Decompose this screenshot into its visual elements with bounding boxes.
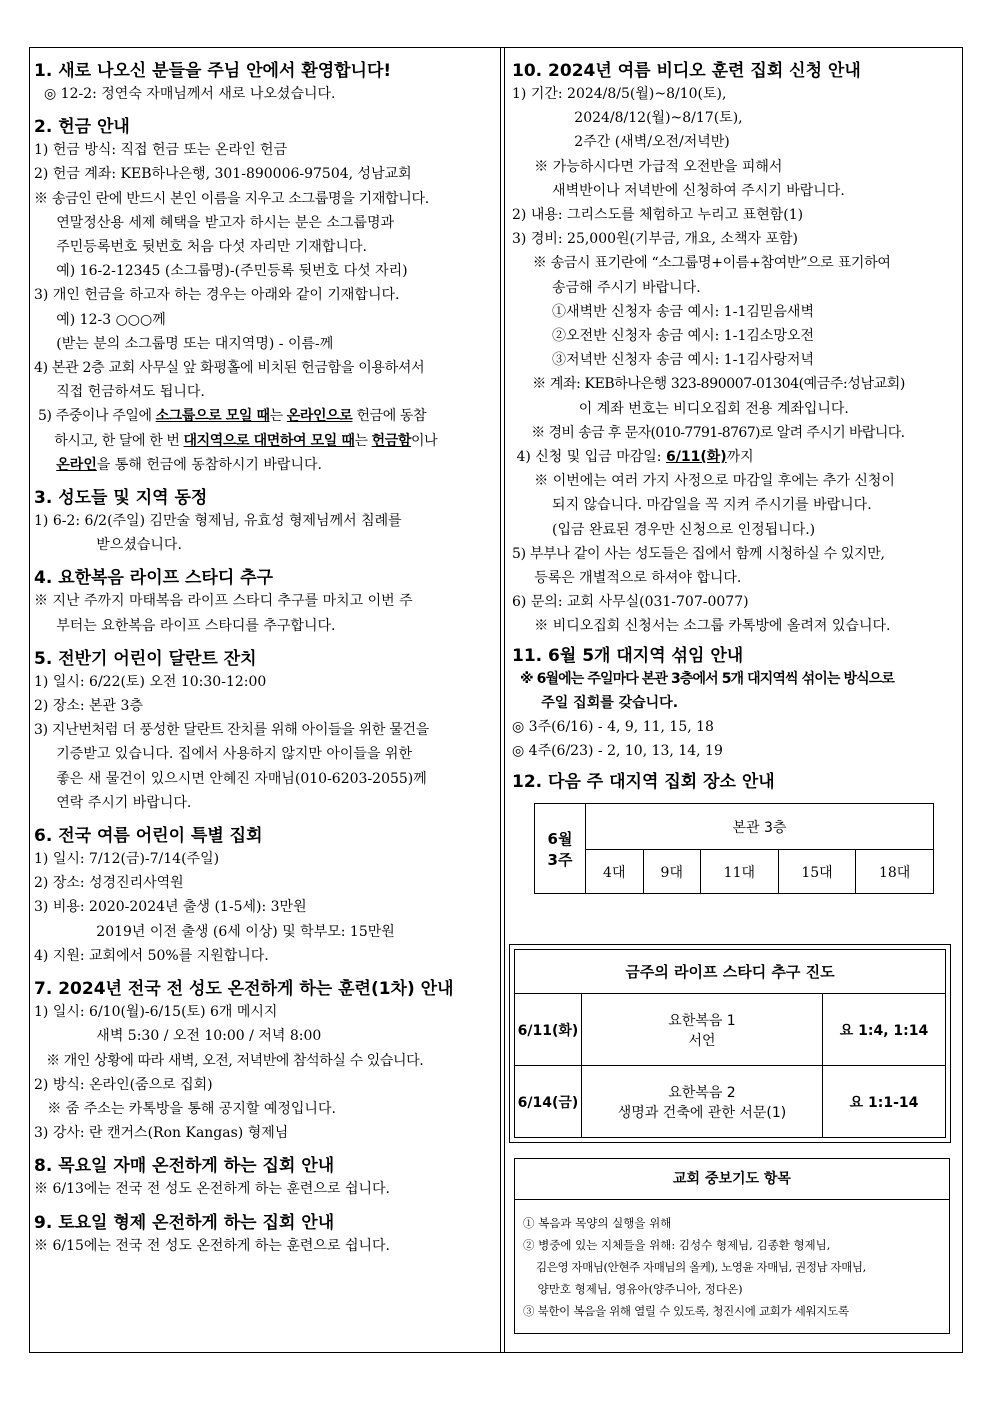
right-column [512, 56, 958, 894]
emphasis: 소그룹으로 모일 때 [155, 408, 270, 425]
text-line: 직접 헌금하셔도 됩니다. [34, 384, 205, 401]
text-line: 3) 경비: 25,000원(기부금, 개요, 소책자 포함) [512, 231, 798, 248]
study-book: 요한복음 1 [668, 1012, 736, 1029]
section-life-study [34, 567, 496, 637]
text-line: ※ 송금인 란에 반드시 본인 이름을 지우고 소그룹명을 기재합니다. [34, 190, 429, 207]
section-title: 4. 요한복음 라이프 스타디 추구 [34, 568, 274, 589]
place-cell: 본관 3층 [586, 804, 934, 850]
emphasis: 대지역으로 대면하여 모일 때 [183, 432, 355, 449]
text: 하시고, 한 달에 한 번 [34, 432, 184, 449]
section-perfecting-training [34, 978, 496, 1145]
text-line: 예) 16-2-12345 (소그룹명)-(주민등록 뒷번호 다섯 자리) [34, 263, 408, 280]
text [34, 457, 56, 473]
text-line: 2) 장소: 성경진리사역원 [34, 875, 184, 892]
text-line: 주민등록번호 뒷번호 처음 다섯 자리만 기재합니다. [34, 239, 367, 256]
text-line: 1) 일시: 7/12(금)-7/14(주일) [34, 851, 220, 868]
text-line: 기증받고 있습니다. 집에서 사용하지 않지만 아이들을 위한 [34, 746, 412, 763]
prayer-items-box [514, 1158, 950, 1334]
text-line: ※ 가능하시다면 가급적 오전반을 피해서 [512, 158, 783, 175]
district-cell: 11대 [701, 850, 779, 894]
text-line: ※ 계좌: KEB하나은행 323-890007-01304(예금주:성남교회) [512, 376, 905, 393]
text-line: 3) 개인 헌금을 하고자 하는 경우는 아래와 같이 기재합니다. [34, 287, 400, 304]
text-line [34, 429, 496, 453]
text-line: 1) 6-2: 6/2(주일) 김만술 형제님, 유효성 형제님께서 침례를 [34, 513, 402, 530]
text-line: ①새벽반 신청자 송금 예시: 1-1김믿음새벽 [512, 303, 814, 320]
section-offering [34, 116, 496, 477]
study-book: 요한복음 2 [668, 1084, 736, 1101]
section-title: 6. 전국 여름 어린이 특별 집회 [34, 826, 263, 847]
text-line: ※ 비디오집회 신청서는 소그룹 카톡방에 올려져 있습니다. [512, 618, 891, 635]
section-brothers-meeting [34, 1212, 496, 1258]
district-cell: 15대 [778, 850, 856, 894]
section-title: 12. 다음 주 대지역 집회 장소 안내 [512, 772, 775, 793]
location-table [534, 803, 934, 894]
text: 는 [269, 408, 287, 425]
section-title: 2. 헌금 안내 [34, 117, 130, 138]
study-reference: 요 1:4, 1:14 [823, 994, 946, 1066]
district-cell: 9대 [643, 850, 701, 894]
text: 헌금에 동참 [352, 408, 427, 425]
study-message [582, 1066, 823, 1138]
text-line: 4) 지원: 교회에서 50%를 지원합니다. [34, 947, 269, 964]
text-line: ※ 경비 송금 후 문자(010-7791-8767)로 알려 주시기 바랍니다. [512, 424, 905, 441]
text: 5) 주중이나 주일에 [34, 408, 156, 425]
section-title: 1. 새로 나오신 분들을 주님 안에서 환영합니다! [34, 61, 392, 81]
text: 까지 [726, 449, 754, 466]
text-line: 연락 주시기 바랍니다. [34, 794, 192, 811]
text-line: 송금해 주시기 바랍니다. [512, 279, 701, 296]
district-cell: 18대 [856, 850, 934, 894]
text-line: ※ 줌 주소는 카톡방을 통해 공지할 예정입니다. [34, 1100, 336, 1117]
text-line: (받는 분의 소그룹명 또는 대지역명) - 이름-께 [34, 335, 334, 352]
text: 4) 신청 및 입금 마감일: [512, 449, 666, 466]
section-district-blending [512, 645, 958, 764]
text-line: 5) 부부나 같이 사는 성도들은 집에서 함께 시청하실 수 있지만, [512, 545, 885, 562]
text-line [34, 404, 496, 428]
study-subject: 생명과 건축에 관한 서문(1) [617, 1104, 787, 1121]
study-date: 6/14(금) [515, 1066, 582, 1138]
text: 는 [354, 432, 372, 449]
study-message [582, 994, 823, 1066]
emphasis: 온라인 [56, 456, 97, 473]
section-title: 3. 성도들 및 지역 동정 [34, 488, 208, 509]
prayer-title: 교회 중보기도 항목 [515, 1159, 949, 1200]
text-line: ◎ 4주(6/23) - 2, 10, 13, 14, 19 [512, 743, 723, 760]
text-line: 예) 12-3 ○○○께 [34, 311, 166, 328]
text-line: ②오전반 신청자 송금 예시: 1-1김소망오전 [512, 328, 814, 345]
section-title: 11. 6월 5개 대지역 섞임 안내 [512, 645, 744, 666]
study-subject: 서언 [688, 1032, 716, 1049]
text-line: 좋은 새 물건이 있으시면 안혜진 자매님(010-6203-2055)께 [34, 770, 427, 787]
week-cell: 6월 3주 [535, 804, 586, 894]
text-line: ※ 지난 주까지 마태복음 라이프 스타디 추구를 마치고 이번 주 [34, 593, 413, 610]
text: 을 통해 헌금에 동참하시기 바랍니다. [96, 456, 322, 473]
section-meeting-location [512, 771, 958, 894]
text-line: ※ 6/13에는 전국 전 성도 온전하게 하는 훈련으로 쉽니다. [34, 1181, 390, 1198]
text-line: 6) 문의: 교회 사무실(031-707-0077) [512, 594, 749, 611]
district-cell: 4대 [586, 850, 644, 894]
section-title: 9. 토요일 형제 온전하게 하는 집회 안내 [34, 1212, 335, 1233]
prayer-item: 김은영 자매님(안현주 자매님의 올케), 노영윤 자매님, 권정남 자매님, [523, 1260, 866, 1274]
text-line: ※ 6/15에는 전국 전 성도 온전하게 하는 훈련으로 쉽니다. [34, 1237, 390, 1254]
section-children-conference [34, 825, 496, 968]
text-line: 1) 일시: 6/10(월)-6/15(토) 6개 메시지 [34, 1004, 278, 1021]
text-line: 1) 헌금 방식: 직접 헌금 또는 온라인 헌금 [34, 142, 288, 159]
text-line: 연말정산용 세제 혜택을 받고자 하시는 분은 소그룹명과 [34, 214, 395, 231]
section-welcome [34, 60, 496, 106]
text-line: ◎ 3주(6/16) - 4, 9, 11, 15, 18 [512, 719, 714, 736]
prayer-item: ① 복음과 목양의 실행을 위해 [523, 1216, 672, 1230]
text-line: 이 계좌 번호는 비디오집회 전용 계좌입니다. [512, 400, 849, 417]
text-line [34, 453, 496, 477]
section-news [34, 487, 496, 557]
text-line: ※ 개인 상황에 따라 새벽, 오전, 저녁반에 참석하실 수 있습니다. [34, 1052, 424, 1069]
emphasis: 온라인으로 [286, 408, 353, 425]
text-line: 4) 본관 2층 교회 사무실 앞 화평홀에 비치된 헌금함을 이용하셔서 [34, 360, 425, 377]
text-line: 받으셨습니다. [34, 537, 182, 554]
text-line: 부터는 요한복음 라이프 스타디를 추구합니다. [34, 617, 336, 634]
text-line: 1) 기간: 2024/8/5(월)~8/10(토), [512, 86, 727, 102]
study-table [514, 949, 946, 1138]
text-line: 3) 강사: 란 캔거스(Ron Kangas) 형제님 [34, 1125, 289, 1142]
life-study-progress [509, 944, 951, 1143]
text-line: 2) 헌금 계좌: KEB하나은행, 301-890006-97504, 성남교회 [34, 166, 412, 183]
text-line: 2주간 (새벽/오전/저녁반) [512, 134, 730, 151]
text-line: ③저녁반 신청자 송금 예시: 1-1김사랑저녁 [512, 352, 814, 369]
prayer-list [515, 1200, 949, 1322]
text-line: 3) 지난번처럼 더 풍성한 달란트 잔치를 위해 아이들을 위한 물건을 [34, 722, 429, 739]
text-line [512, 445, 958, 469]
section-talent-fair [34, 648, 496, 815]
text-line: ◎ 12-2: 정연숙 자매님께서 새로 나오셨습니다. [44, 86, 336, 102]
study-date: 6/11(화) [515, 994, 582, 1066]
deadline-date: 6/11(화) [665, 449, 727, 466]
text-line: ※ 이번에는 여러 가지 사정으로 마감일 후에는 추가 신청이 [512, 473, 895, 490]
text-line: 2024/8/12(월)~8/17(토), [512, 110, 743, 127]
text-line: (입금 완료된 경우만 신청으로 인정됩니다.) [512, 521, 816, 538]
text-line: ※ 6월에는 주일마다 본관 3층에서 5개 대지역씩 섞이는 방식으로 [512, 670, 894, 687]
left-column [34, 56, 496, 1258]
section-title: 5. 전반기 어린이 달란트 잔치 [34, 648, 257, 669]
text-line: 주일 집회를 갖습니다. [512, 694, 679, 711]
prayer-item: ③ 북한이 복음을 위해 열릴 수 있도록, 청진시에 교회가 세워지도록 [523, 1304, 849, 1318]
section-sisters-meeting [34, 1155, 496, 1201]
text-line: 등록은 개별적으로 하셔야 합니다. [512, 570, 742, 587]
column-divider [500, 47, 505, 1353]
text-line: 2) 내용: 그리스도를 체험하고 누리고 표현함(1) [512, 207, 804, 224]
text-line: 2) 장소: 본관 3층 [34, 698, 143, 715]
text: 이나 [411, 432, 438, 449]
text-line: 2019년 이전 출생 (6세 이상) 및 학부모: 15만원 [34, 923, 395, 940]
text-line: 3) 비용: 2020-2024년 출생 (1-5세): 3만원 [34, 899, 307, 916]
text-line: 1) 일시: 6/22(토) 오전 10:30-12:00 [34, 673, 267, 690]
prayer-item: 양만호 형제님, 영유아(양주니아, 정다온) [523, 1282, 743, 1296]
section-video-training [512, 60, 958, 639]
emphasis: 헌금함 [371, 432, 412, 449]
section-title: 7. 2024년 전국 전 성도 온전하게 하는 훈련(1차) 안내 [34, 979, 454, 1000]
text-line: ※ 송금시 표기란에 “소그룹명+이름+참여반”으로 표기하여 [512, 255, 891, 272]
prayer-item: ② 병중에 있는 지체들을 위해: 김성수 형제님, 김종환 형제님, [523, 1238, 831, 1252]
text-line: 새벽 5:30 / 오전 10:00 / 저녁 8:00 [34, 1028, 322, 1045]
study-table-title: 금주의 라이프 스타디 추구 진도 [515, 950, 946, 994]
section-title: 10. 2024년 여름 비디오 훈련 집회 신청 안내 [512, 61, 861, 81]
section-title: 8. 목요일 자매 온전하게 하는 집회 안내 [34, 1156, 335, 1177]
text-line: 2) 방식: 온라인(줌으로 집회) [34, 1076, 213, 1093]
text-line: 되지 않습니다. 마감일을 꼭 지켜 주시기를 바랍니다. [512, 497, 872, 514]
study-reference: 요 1:1-14 [823, 1066, 946, 1138]
text-line: 새벽반이나 저녁반에 신청하여 주시기 바랍니다. [512, 182, 845, 199]
